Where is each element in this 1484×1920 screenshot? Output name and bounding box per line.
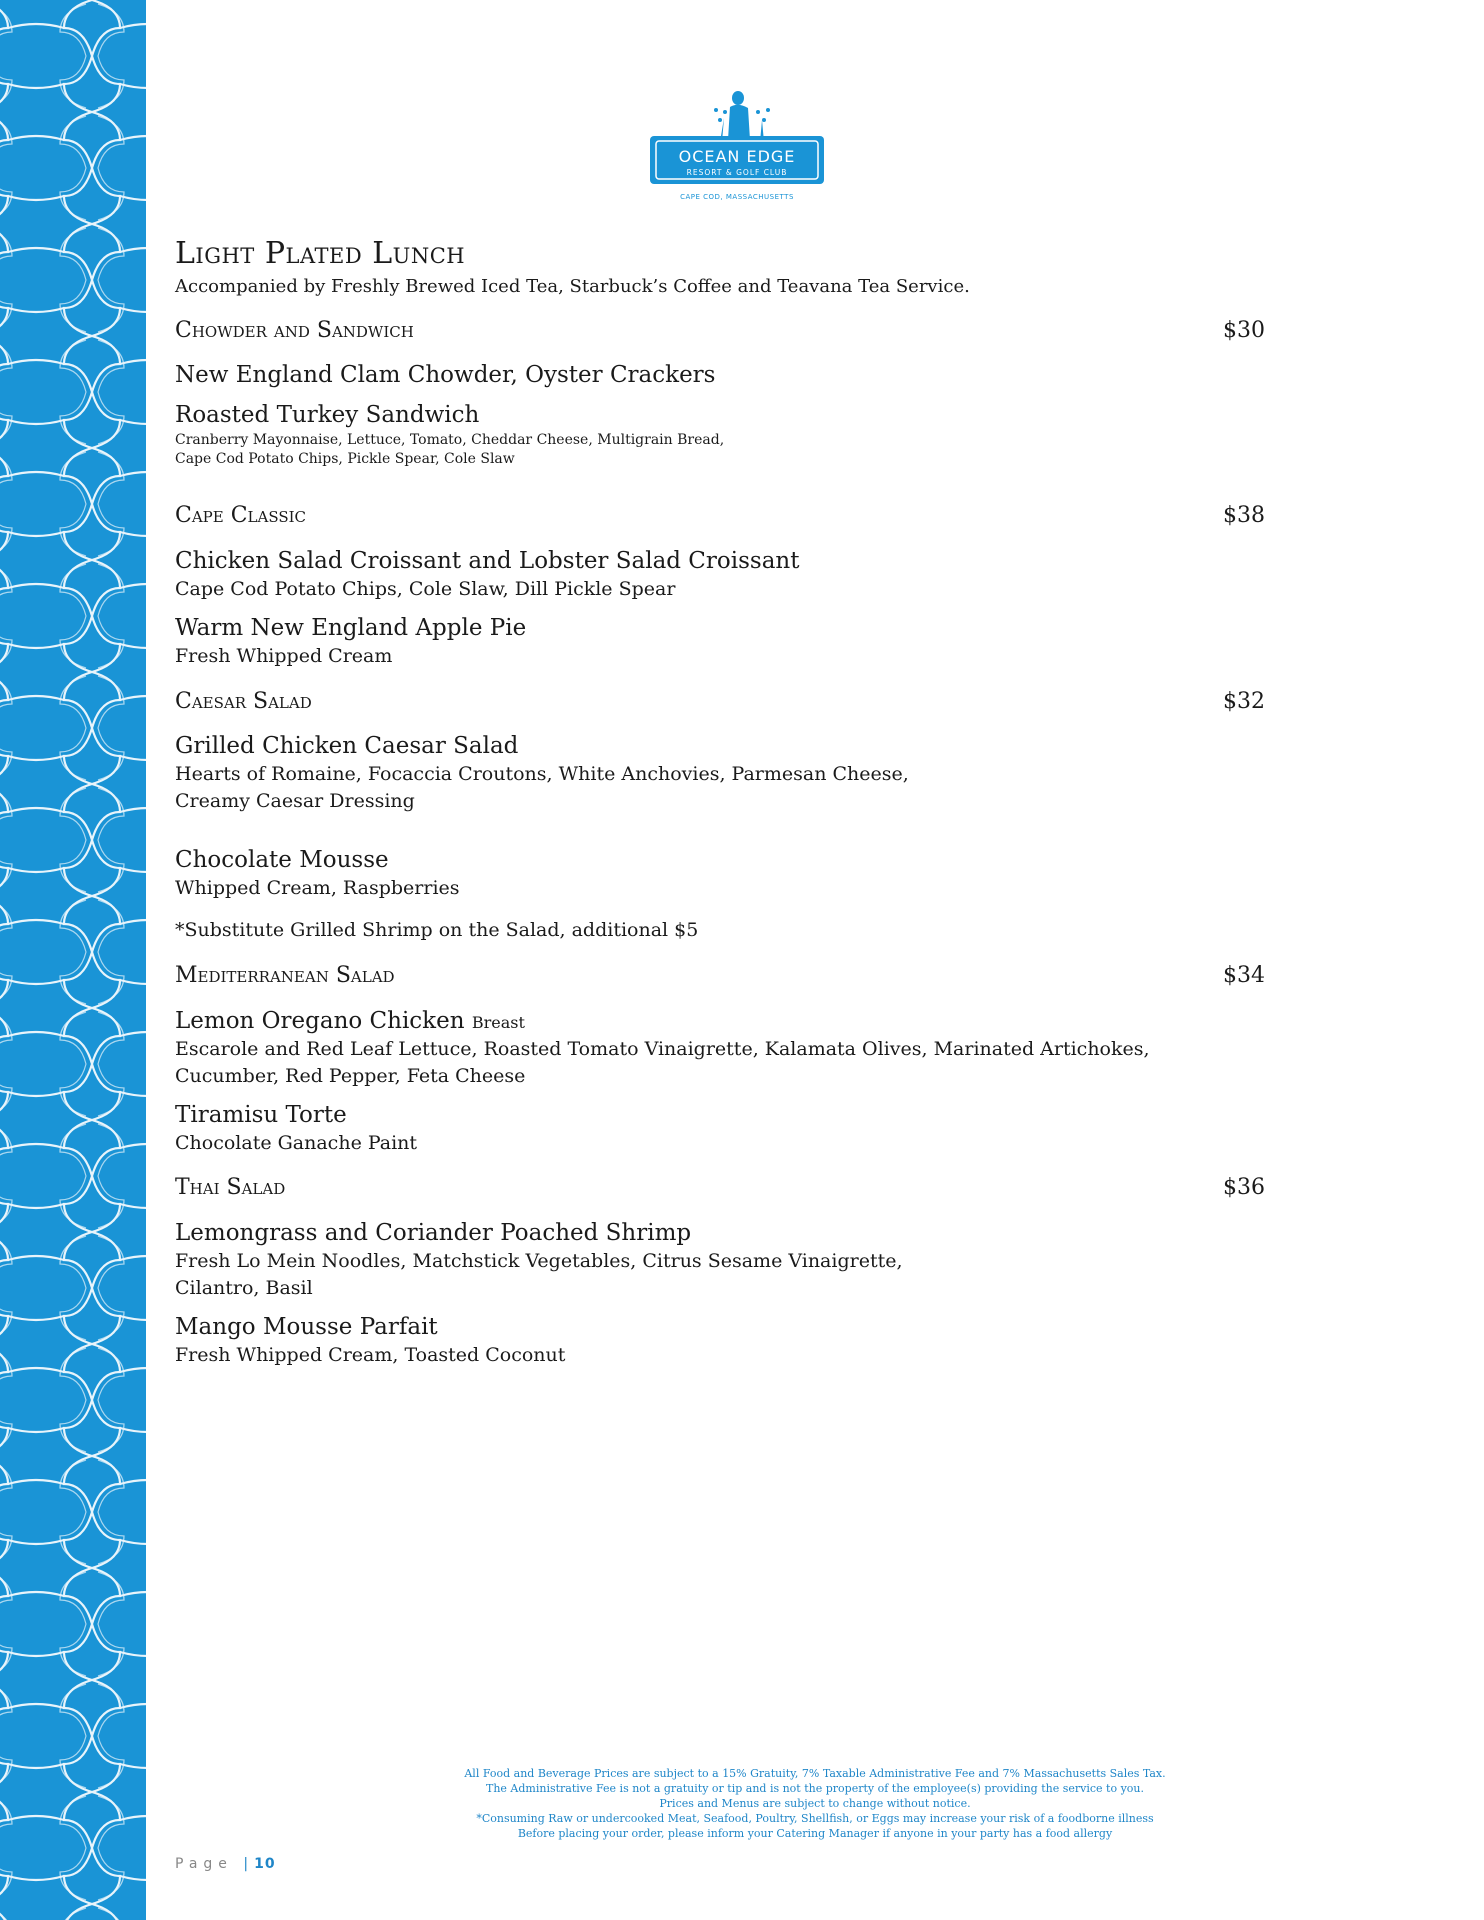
dish-description: Whipped Cream, Raspberries — [175, 877, 460, 899]
logo-location: CAPE COD, MASSACHUSETTS — [680, 193, 794, 201]
section-price: $32 — [1223, 689, 1265, 714]
decorative-side-band — [0, 0, 146, 1920]
dish-name: Lemongrass and Coriander Poached Shrimp — [175, 1220, 692, 1246]
dish-name: Roasted Turkey Sandwich — [175, 402, 480, 428]
disclaimer-line: All Food and Beverage Prices are subject to a 15% Gratuity, 7% Taxable Administrative Fee and 7% Massachusetts Sales Tax. — [464, 1767, 1166, 1780]
section-price: $34 — [1223, 963, 1265, 988]
dish-name: Chicken Salad Croissant and Lobster Salad Croissant — [175, 548, 800, 574]
disclaimer-line: Before placing your order, please inform your Catering Manager if anyone in your party has a food allergy — [517, 1827, 1113, 1840]
logo-title: OCEAN EDGE — [678, 147, 796, 166]
disclaimer-line: *Consuming Raw or undercooked Meat, Seafood, Poultry, Shellfish, or Eggs may increase your risk of a foodborne illness — [476, 1812, 1154, 1825]
dish-name: Tiramisu Torte — [175, 1102, 347, 1128]
section-title: Mediterranean Salad — [175, 963, 395, 988]
menu-subtitle: Accompanied by Freshly Brewed Iced Tea, Starbuck’s Coffee and Teavana Tea Service. — [175, 276, 970, 297]
logo-subtitle: RESORT & GOLF CLUB — [686, 168, 788, 177]
page-number-value: 10 — [254, 1856, 276, 1872]
dish-description: Fresh Whipped Cream — [175, 645, 393, 667]
dish-description: Hearts of Romaine, Focaccia Croutons, White Anchovies, Parmesan Cheese, — [175, 763, 909, 785]
disclaimer-line: Prices and Menus are subject to change without notice. — [659, 1797, 971, 1810]
section-price: $38 — [1223, 503, 1265, 528]
section-title: Cape Classic — [175, 503, 307, 528]
disclaimer-line: The Administrative Fee is not a gratuity or tip and is not the property of the employee(s) providing the service to you. — [486, 1782, 1144, 1795]
dish-name: Mango Mousse Parfait — [175, 1314, 438, 1340]
section-price: $36 — [1223, 1175, 1265, 1200]
menu-title: Light Plated Lunch — [175, 236, 466, 271]
dish-description: Cucumber, Red Pepper, Feta Cheese — [175, 1065, 526, 1087]
resort-logo — [650, 82, 832, 210]
dish-description: Creamy Caesar Dressing — [175, 790, 415, 812]
section-note: *Substitute Grilled Shrimp on the Salad, additional $5 — [175, 919, 699, 941]
dish-description: Cilantro, Basil — [175, 1277, 313, 1299]
dish-description: Fresh Lo Mein Noodles, Matchstick Vegetables, Citrus Sesame Vinaigrette, — [175, 1250, 903, 1272]
pricing-disclaimer — [146, 1766, 1484, 1841]
dish-description: Fresh Whipped Cream, Toasted Coconut — [175, 1344, 566, 1366]
dish-name: New England Clam Chowder, Oyster Crackers — [175, 362, 716, 388]
dish-description: Cape Cod Potato Chips, Cole Slaw, Dill Pickle Spear — [175, 578, 676, 600]
section-title: Caesar Salad — [175, 689, 312, 714]
dish-name-text: Lemon Oregano Chicken — [175, 1008, 465, 1034]
dish-description: Cape Cod Potato Chips, Pickle Spear, Cole Slaw — [175, 451, 515, 467]
page-separator: | — [243, 1856, 249, 1872]
dish-description: Cranberry Mayonnaise, Lettuce, Tomato, Cheddar Cheese, Multigrain Bread, — [175, 432, 725, 448]
dish-description: Chocolate Ganache Paint — [175, 1132, 418, 1154]
dish-name: Chocolate Mousse — [175, 847, 389, 873]
section-price: $30 — [1223, 318, 1265, 343]
page-label: Page — [175, 1856, 233, 1872]
dish-description: Escarole and Red Leaf Lettuce, Roasted Tomato Vinaigrette, Kalamata Olives, Marinated Artichokes, — [175, 1038, 1150, 1060]
dish-name: Warm New England Apple Pie — [175, 615, 527, 641]
dish-name — [175, 1008, 525, 1034]
page-number — [175, 1856, 276, 1872]
dish-name-suffix: Breast — [471, 1013, 525, 1032]
section-title: Chowder and Sandwich — [175, 318, 414, 343]
section-title: Thai Salad — [175, 1175, 286, 1200]
quatrefoil-pattern — [0, 0, 146, 1920]
dish-name: Grilled Chicken Caesar Salad — [175, 733, 519, 759]
